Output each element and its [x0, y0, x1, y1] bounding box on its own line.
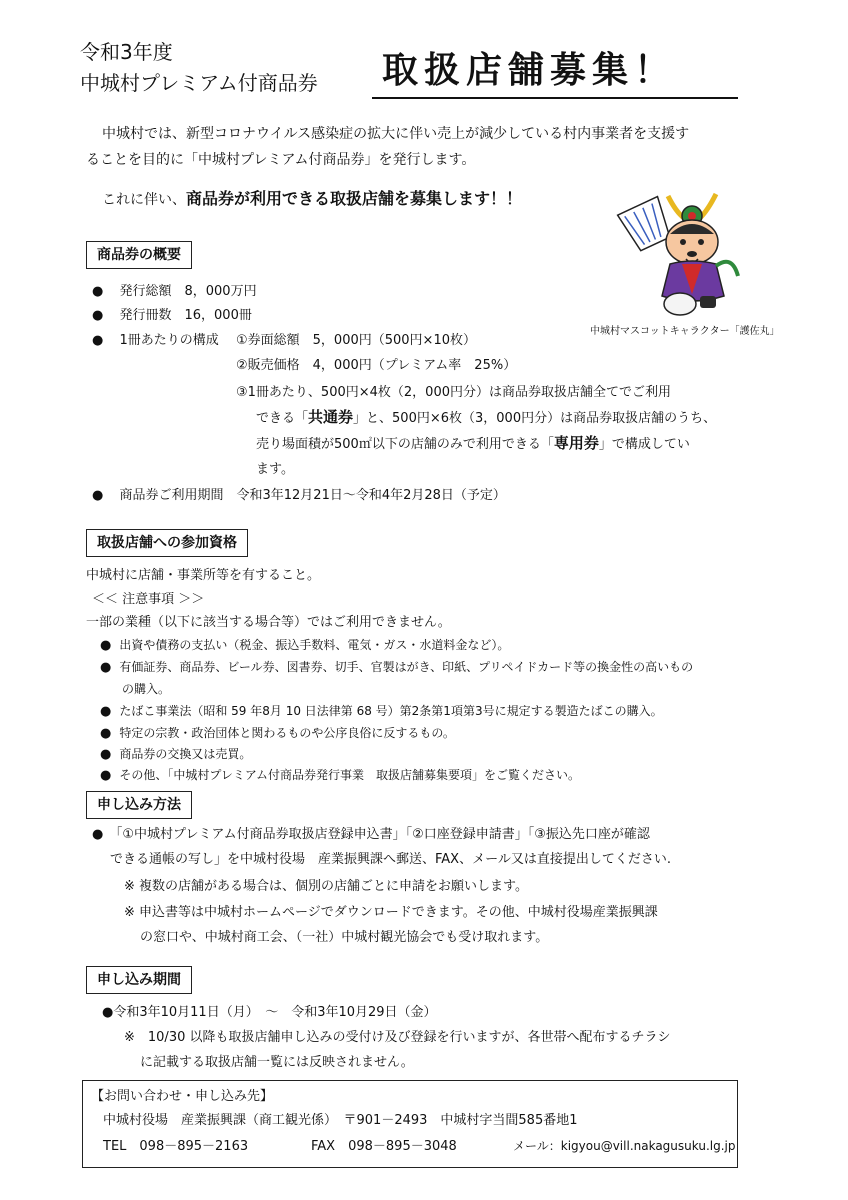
period-note-2: に記載する取扱店舗一覧には反映されません。: [140, 1055, 414, 1070]
overview-item-1: [92, 282, 257, 301]
exclusion-item-3: ● たばこ事業法（昭和 59 年8月 10 日法律第 68 号）第2条第1項第3号に規定する製造たばこの購入。: [100, 704, 663, 719]
usage-period: 商品券ご利用期間 令和3年12月21日～令和4年2月28日（予定）: [119, 488, 506, 503]
overview-item-2: [92, 306, 252, 325]
bullet: ●: [92, 284, 104, 299]
exclusion-item-5: ● 商品券の交換又は売買。: [100, 747, 252, 762]
header-year: 令和3年度: [80, 40, 173, 64]
composition-b: ②販売価格 4，000円（プレミアム率 25%）: [236, 358, 517, 373]
bullet: ●: [92, 308, 104, 323]
period-heading: 申し込み期間: [86, 966, 192, 994]
eligibility-note: ＜＜ 注意事項 ＞＞: [92, 592, 205, 607]
apply-note-2a: ※ 申込書等は中城村ホームページでダウンロードできます。その他、中城村役場産業振興課: [124, 905, 658, 920]
exclusion-item-6: ● その他、「中城村プレミアム付商品券発行事業 取扱店舗募集要項」をご覧ください。: [100, 768, 581, 783]
total-amount: 発行総額 8，000万円: [119, 284, 257, 299]
intro-lead: これに伴い、: [102, 192, 186, 208]
intro-line-2: ることを目的に「中城村プレミアム付商品券」を発行します。: [86, 152, 476, 168]
eligibility-heading: 取扱店舗への参加資格: [86, 529, 248, 557]
composition-a: ①券面総額 5，000円（500円×10枚）: [236, 333, 476, 348]
apply-line-1: ● 「①中城村プレミアム付商品券取扱店登録申込書」「②口座登録申請書」「③振込先口座が確認: [92, 827, 650, 842]
header-title: 中城村プレミアム付商品券: [80, 71, 318, 95]
overview-heading: 商品券の概要: [86, 241, 192, 269]
eligibility-line-1: 中城村に店舗・事業所等を有すること。: [86, 568, 321, 583]
exclusive-ticket: 専用券: [553, 434, 599, 452]
headline: 取扱店舗募集！: [382, 50, 677, 91]
contact-address: 中城村役場 産業振興課（商工観光係） 〒901－2493 中城村字当間585番地1: [103, 1113, 578, 1128]
overview-item-3: [92, 331, 219, 350]
exclusion-item-4: ● 特定の宗教・政治団体と関わるものや公序良俗に反するもの。: [100, 726, 455, 741]
mascot-image: [616, 184, 756, 318]
headline-underline: [372, 97, 738, 99]
contact-box: [82, 1080, 738, 1168]
composition-c-1: ③1冊あたり、500円×4枚（2，000円分）は商品券取扱店舗全てでご利用: [236, 385, 671, 400]
apply-heading: 申し込み方法: [86, 791, 192, 819]
contact-tel: TEL 098－895－2163: [103, 1139, 249, 1154]
bullet: ●: [92, 488, 104, 503]
contact-fax: FAX 098－895－3048: [311, 1139, 457, 1154]
apply-line-2: できる通帳の写し」を中城村役場 産業振興課へ郵送、FAX、メール又は直接提出してください.: [110, 852, 671, 867]
exclusion-item-2: ● 有価証券、商品券、ビール券、図書券、切手、官製はがき、印紙、プリペイドカード等の換金性の高いもの: [100, 660, 694, 675]
period-line-1: ●令和3年10月11日（月） ～ 令和3年10月29日（金）: [102, 1005, 437, 1020]
period-note-1: ※ 10/30 以降も取扱店舗申し込みの受付け及び登録を行いますが、各世帯へ配布するチラシ: [124, 1030, 671, 1045]
mascot-caption: 中城村マスコットキャラクター「護佐丸」: [590, 326, 780, 337]
intro-line-1: 中城村では、新型コロナウイルス感染症の拡大に伴い売上が減少している村内事業者を支援す: [102, 126, 690, 142]
intro-emphasis: 商品券が利用できる取扱店舗を募集します！！: [186, 189, 523, 208]
overview-item-4: [92, 486, 506, 505]
exclusion-item-2-cont: の購入。: [122, 682, 171, 696]
intro-line-3: [102, 188, 522, 211]
composition-c-4: ます。: [256, 462, 294, 477]
eligibility-line-2: 一部の業種（以下に該当する場合等）ではご利用できません。: [86, 615, 451, 630]
apply-note-1: ※ 複数の店舗がある場合は、個別の店舗ごとに申請をお願いします。: [124, 879, 528, 894]
contact-title: 【お問い合わせ・申し込み先】: [91, 1089, 274, 1104]
bullet: ●: [92, 333, 104, 348]
common-ticket: 共通券: [308, 408, 354, 426]
exclusion-item-1: ● 出資や債務の支払い（税金、振込手数料、電気・ガス・水道料金など）。: [100, 638, 510, 653]
mascot-icon: [616, 184, 756, 318]
composition-c-3: 売り場面積が500㎡以下の店舗のみで利用できる「専用券」で構成してい: [256, 434, 690, 452]
composition-c-2: できる「共通券」と、500円×6枚（3，000円分）は商品券取扱店舗のうち、: [256, 408, 717, 426]
composition-label: 1冊あたりの構成: [119, 333, 219, 348]
total-books: 発行冊数 16，000冊: [119, 308, 252, 323]
apply-note-2b: の窓口や、中城村商工会、（一社）中城村観光協会でも受け取れます。: [140, 930, 549, 945]
contact-email[interactable]: メール：kigyou@vill.nakagusuku.lg.jp: [513, 1139, 736, 1153]
